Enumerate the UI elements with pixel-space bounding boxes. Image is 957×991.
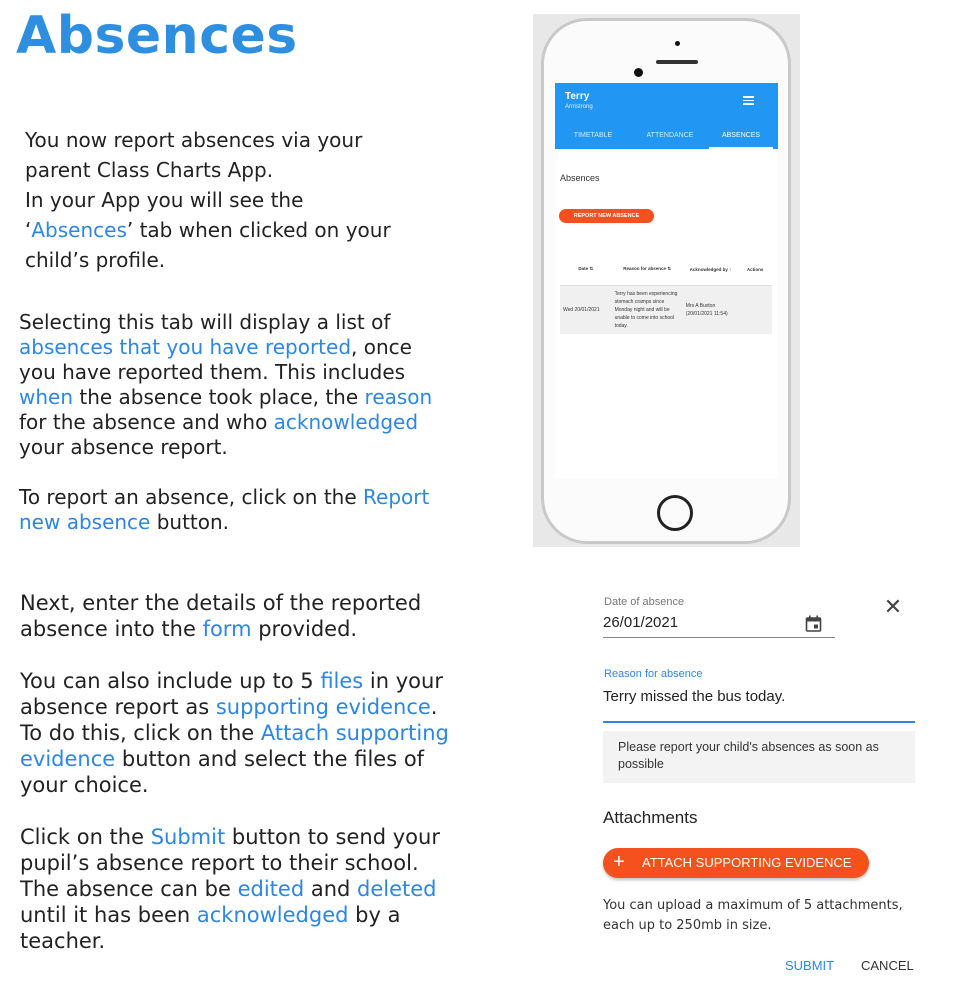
tab-attendance[interactable]: ATTENDANCE xyxy=(646,132,694,139)
highlight-text: acknowledged xyxy=(196,903,349,927)
hint-text: Please report your child's absences as soon as possible xyxy=(618,740,879,771)
form-instructions-paragraph xyxy=(20,590,460,954)
text: Next, enter the details of the reported absence into the xyxy=(20,591,422,641)
tab-description-paragraph xyxy=(19,310,439,535)
hint-box xyxy=(603,731,915,783)
intro-text: ’ tab when clicked on your xyxy=(126,218,391,242)
column-header-reason[interactable]: Reason for absence ⇅ xyxy=(612,253,683,286)
tab-timetable[interactable]: TIMETABLE xyxy=(573,132,613,139)
text: for the absence and who xyxy=(19,410,274,434)
highlight-text: files xyxy=(320,669,364,693)
highlight-text: supporting evidence xyxy=(215,695,431,719)
text: provided. xyxy=(251,617,358,641)
speaker-grille xyxy=(656,60,698,64)
app-bar xyxy=(555,83,778,149)
text: until it has been xyxy=(20,903,197,927)
text: the absence took place, the xyxy=(73,385,365,409)
text: by a teacher. xyxy=(20,903,401,953)
upload-note-line: You can upload a maximum of 5 attachments, xyxy=(603,898,903,913)
highlight-text: absences that you have reported xyxy=(19,335,352,359)
date-field[interactable]: 26/01/2021 xyxy=(603,614,679,631)
reason-underline xyxy=(603,721,915,723)
absences-table xyxy=(560,253,772,334)
text: Click on the xyxy=(20,825,151,849)
table-header-row xyxy=(560,253,772,286)
highlight-text: form xyxy=(202,617,252,641)
phone-mockup xyxy=(533,14,800,547)
attachments-heading: Attachments xyxy=(603,808,698,827)
highlight-text: Report new absence xyxy=(19,485,430,534)
cell-date: Wed 20/01/2021 xyxy=(560,286,612,335)
close-icon[interactable]: ✕ xyxy=(883,594,903,619)
submit-button[interactable]: SUBMIT xyxy=(785,958,835,973)
upload-note xyxy=(603,896,923,936)
attach-supporting-evidence-button[interactable] xyxy=(603,848,869,878)
intro-line: In your App you will see the xyxy=(25,188,304,212)
cell-actions xyxy=(738,286,772,335)
cancel-button[interactable]: CANCEL xyxy=(861,958,914,973)
text: , once you have reported them. This includes xyxy=(19,335,412,384)
highlight-text: Attach supporting evidence xyxy=(20,721,449,771)
intro-line: You now report absences via your xyxy=(25,128,363,152)
text: Selecting this tab will display a list of xyxy=(19,310,391,334)
cell-reason: Terry has been experiencing stomach cramps since Monday night and will be unable to come into school today. xyxy=(612,286,683,335)
table-row[interactable] xyxy=(560,286,772,335)
text: . To do this, click on the xyxy=(20,695,438,745)
column-header-acknowledged[interactable]: Acknowledged by ↑ xyxy=(683,253,739,286)
plus-icon: + xyxy=(613,851,625,873)
column-header-date[interactable]: Date ⇅ xyxy=(560,253,612,286)
intro-line xyxy=(25,215,425,245)
highlight-text: Submit xyxy=(150,825,226,849)
camera-icon xyxy=(675,41,680,46)
reason-field[interactable]: Terry missed the bus today. xyxy=(603,688,786,705)
tab-absences[interactable]: ABSENCES xyxy=(709,127,773,149)
quote: ‘ xyxy=(25,218,32,242)
column-header-actions: Actions xyxy=(738,253,772,286)
cell-acknowledged: Mrs A Buxton (20/01/2021 11:54) xyxy=(683,286,739,335)
text: in your absence report as xyxy=(20,669,443,719)
highlight-text: edited xyxy=(237,877,305,901)
absences-panel xyxy=(555,149,778,478)
highlight-text: when xyxy=(19,385,74,409)
text: your absence report. xyxy=(19,435,228,459)
user-surname: Armstrong xyxy=(565,104,593,110)
highlight-text: acknowledged xyxy=(273,410,419,434)
text: and xyxy=(304,877,358,901)
page-title: Absences xyxy=(16,6,298,66)
attach-button-label: ATTACH SUPPORTING EVIDENCE xyxy=(642,855,852,870)
sensor-icon xyxy=(634,68,643,77)
home-button[interactable] xyxy=(657,495,693,531)
reason-label: Reason for absence xyxy=(604,668,703,680)
text: button to send your pupil’s absence report to their school. The absence can be xyxy=(20,825,440,901)
intro-line: parent Class Charts App. xyxy=(25,158,274,182)
text: button. xyxy=(150,510,230,534)
text: button and select the files of your choice. xyxy=(20,747,425,797)
highlight-absences: Absences xyxy=(31,218,127,242)
text: You can also include up to 5 xyxy=(20,669,321,693)
date-label: Date of absence xyxy=(604,596,685,608)
intro-line: child’s profile. xyxy=(25,248,166,272)
calendar-icon[interactable] xyxy=(805,615,822,632)
highlight-text: reason xyxy=(364,385,433,409)
upload-note-line: each up to 250mb in size. xyxy=(603,918,772,933)
report-new-absence-button[interactable]: REPORT NEW ABSENCE xyxy=(559,209,654,223)
user-name: Terry xyxy=(565,91,590,102)
text: To report an absence, click on the xyxy=(19,485,364,509)
highlight-text: deleted xyxy=(357,877,437,901)
phone-screen xyxy=(555,83,778,478)
date-underline xyxy=(603,637,835,638)
menu-icon[interactable] xyxy=(743,96,754,104)
intro-paragraph xyxy=(25,125,425,275)
section-title: Absences xyxy=(560,173,600,183)
tab-bar xyxy=(555,127,778,149)
